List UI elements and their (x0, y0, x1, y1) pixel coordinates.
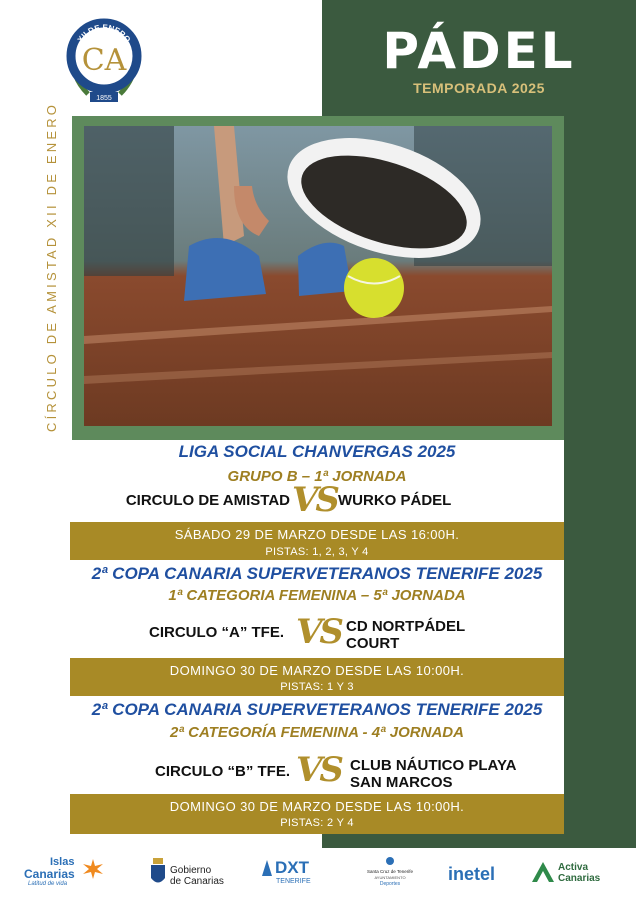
logo-initials: CA (81, 43, 127, 78)
coat-of-arms-icon (150, 858, 166, 888)
match-3-competition: 2ª COPA CANARIA SUPERVETERANOS TENERIFE 2025 (91, 700, 543, 719)
match-1-round: GRUPO B – 1ª JORNADA (227, 468, 407, 485)
match-2-home-team: CIRCULO “A” TFE. (149, 624, 284, 641)
match-3-vs: VS (296, 750, 341, 790)
match-2-away-team (346, 618, 546, 652)
match-2-courts: PISTAS: 1 Y 3 (280, 681, 354, 693)
logo-ring-text: XII DE ENERO (75, 22, 133, 45)
match-3-home-team: CIRCULO “B” TFE. (155, 763, 290, 780)
match-2-round: 1ª CATEGORIA FEMENINA – 5ª JORNADA (168, 587, 466, 604)
match-2-date: DOMINGO 30 DE MARZO DESDE LAS 10:00H. (169, 663, 465, 678)
match-3-away-team (350, 757, 550, 791)
sponsor-gobierno-canarias: Gobierno de Canarias (150, 856, 226, 892)
match-3-courts: PISTAS: 2 Y 4 (280, 817, 354, 829)
sponsor-inetel: inetel (448, 864, 496, 884)
match-1-courts: PISTAS: 1, 2, 3, Y 4 (265, 546, 369, 558)
tenerife-island-icon (262, 860, 272, 876)
page-title: PÁDEL (382, 22, 576, 80)
match-1-info-bar (70, 522, 564, 560)
santa-cruz-pin-icon (384, 856, 396, 868)
match-2-away-line2: COURT (346, 635, 400, 652)
activa-mountain-icon (532, 862, 554, 882)
match-2-info-bar (70, 658, 564, 696)
match-2-away-line1: CD NORTPÁDEL (346, 618, 466, 635)
shoe-right (298, 243, 352, 296)
sponsor-activa-canarias: Activa Canarias (532, 856, 616, 892)
match-3-info-bar (70, 794, 564, 834)
tennis-ball (344, 258, 404, 318)
match-3-round: 2ª CATEGORÍA FEMENINA - 4ª JORNADA (170, 724, 464, 741)
match-1-competition: LIGA SOCIAL CHANVERGAS 2025 (178, 442, 456, 461)
sponsor-islas-canarias: Islas Canarias Latitud de vida (24, 856, 108, 892)
match-1-away-team: WURKO PÁDEL (338, 492, 452, 509)
season-label: TEMPORADA 2025 (413, 80, 545, 96)
match-1-date: SÁBADO 29 DE MARZO DESDE LAS 16:00H. (174, 527, 460, 542)
match-3-away-line1: CLUB NÁUTICO PLAYA (350, 757, 517, 774)
sponsor-santa-cruz: Santa Cruz de Tenerife AYUNTAMIENTO Deportes (360, 856, 420, 892)
islas-canarias-star-icon (82, 858, 104, 880)
logo-year: 1855 (96, 95, 112, 102)
sponsor-bar (0, 848, 636, 900)
match-2-competition: 2ª COPA CANARIA SUPERVETERANOS TENERIFE 2025 (91, 564, 543, 583)
vertical-club-name: CÍRCULO DE AMISTAD XII DE ENERO (44, 101, 59, 432)
match-1-vs: VS (292, 480, 337, 520)
padel-photo (84, 126, 552, 426)
match-2-vs: VS (296, 612, 341, 652)
sponsor-dxt-tenerife: DXT TENERIFE (262, 856, 322, 892)
match-3-date: DOMINGO 30 DE MARZO DESDE LAS 10:00H. (169, 799, 465, 814)
match-3-away-line2: SAN MARCOS (350, 774, 453, 791)
club-logo (64, 14, 144, 110)
fixtures-panel (70, 440, 564, 834)
match-1-home-team: CIRCULO DE AMISTAD (125, 492, 290, 509)
